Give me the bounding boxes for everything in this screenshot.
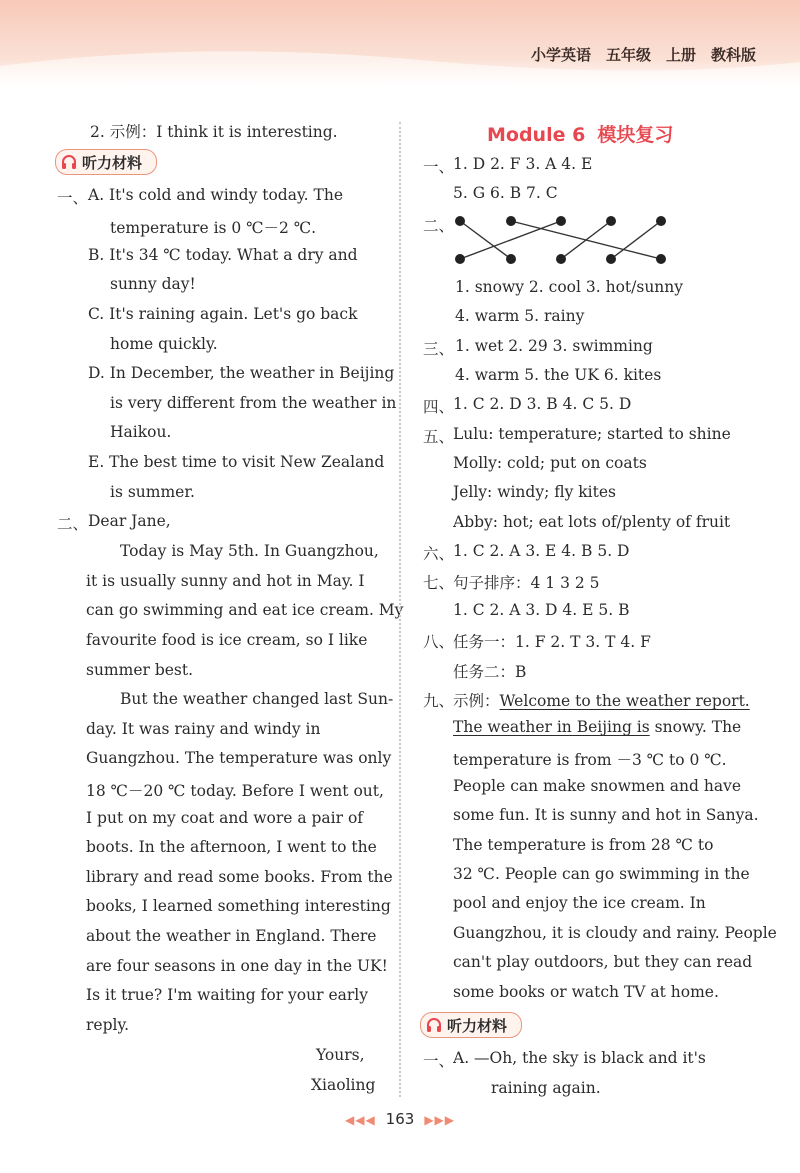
essay-line: some books or watch TV at home. — [453, 983, 719, 1001]
listening-badge-label: 听力材料 — [447, 1016, 508, 1035]
text-line: Today is May 5th. In Guangzhou, — [120, 542, 379, 560]
page-footer — [0, 1109, 800, 1128]
section-label: 二、 — [423, 217, 455, 235]
text-line: sunny day! — [110, 275, 196, 293]
section-label: 一、 — [57, 189, 89, 207]
matching-diagram — [448, 211, 678, 269]
answer-line: 2. 示例：I think it is interesting. — [90, 123, 338, 141]
text-line: favourite food is ice cream, so I like — [86, 631, 368, 649]
essay-line: some fun. It is sunny and hot in Sanya. — [453, 806, 759, 824]
letter-greeting: Dear Jane, — [88, 512, 171, 530]
section-label: 八、 — [423, 633, 455, 651]
letter-sign-off: Yours, — [316, 1046, 365, 1064]
text-line: library and read some books. From the — [86, 868, 393, 886]
essay-line: can't play outdoors, but they can read — [453, 953, 753, 971]
text-line: But the weather changed last Sun- — [120, 690, 394, 708]
text-line: E. The best time to visit New Zealand — [88, 453, 385, 471]
section-label: 七、 — [423, 574, 455, 592]
essay-prefix: 示例： — [453, 692, 500, 710]
essay-line: temperature is from －3 ℃ to 0 ℃. — [453, 751, 727, 769]
answer-line: Jelly: windy; fly kites — [453, 483, 616, 501]
text-line: is very different from the weather in — [110, 394, 397, 412]
underlined-text: Welcome to the weather report. — [499, 692, 750, 710]
underlined-text: The weather in Beijing is — [453, 718, 650, 736]
headphones-icon — [60, 153, 78, 171]
column-divider — [399, 122, 401, 1097]
listening-badge — [55, 149, 157, 175]
section-label: 六、 — [423, 545, 455, 563]
headphones-icon — [425, 1016, 443, 1034]
text-line: reply. — [86, 1016, 130, 1034]
answer-line: 任务二：B — [453, 663, 527, 681]
text-line: are four seasons in one day in the UK! — [86, 957, 388, 975]
text-line: Is it true? I'm waiting for your early — [86, 986, 368, 1004]
listening-badge — [420, 1012, 522, 1038]
text-line: is summer. — [110, 483, 195, 501]
listening-badge-label: 听力材料 — [82, 153, 143, 172]
essay-line — [453, 689, 750, 711]
section-label: 一、 — [423, 158, 455, 176]
answer-line: Molly: cold; put on coats — [453, 454, 647, 472]
essay-line — [453, 718, 741, 736]
answer-line: 1. C 2. A 3. E 4. B 5. D — [453, 542, 630, 560]
answer-line: 4. warm 5. rainy — [455, 307, 585, 325]
text-line: raining again. — [491, 1079, 601, 1097]
essay-line: Guangzhou, it is cloudy and rainy. People — [453, 924, 777, 942]
text-line: Haikou. — [110, 423, 172, 441]
text-line: boots. In the afternoon, I went to the — [86, 838, 377, 856]
text-line: home quickly. — [110, 335, 218, 353]
answer-line: Abby: hot; eat lots of/plenty of fruit — [453, 513, 731, 531]
text-line: about the weather in England. There — [86, 927, 377, 945]
text-line: summer best. — [86, 661, 194, 679]
left-arrows-icon: ◀◀◀ — [344, 1113, 376, 1127]
text-line: B. It's 34 ℃ today. What a dry and — [88, 246, 358, 264]
section-label: 一、 — [423, 1052, 455, 1070]
text-line: A. It's cold and windy today. The — [88, 186, 344, 204]
header-wave — [0, 0, 800, 86]
text-line: C. It's raining again. Let's go back — [88, 305, 358, 323]
module-title — [487, 120, 685, 147]
answer-line: 1. snowy 2. cool 3. hot/sunny — [455, 278, 684, 296]
module-subtitle: 模块复习 — [597, 124, 674, 146]
section-label: 九、 — [423, 692, 455, 710]
text-line: books, I learned something interesting — [86, 897, 391, 915]
essay-line: 32 ℃. People can go swimming in the — [453, 865, 750, 883]
answer-line: 句子排序：4 1 3 2 5 — [453, 574, 600, 592]
right-arrows-icon: ▶▶▶ — [424, 1113, 455, 1127]
header-title: 小学英语 五年级 上册 教科版 — [530, 46, 756, 64]
answer-line: 4. warm 5. the UK 6. kites — [455, 366, 662, 384]
module-number: Module 6 — [487, 124, 586, 146]
answer-line: 任务一：1. F 2. T 3. T 4. F — [453, 633, 651, 651]
letter-signature: Xiaoling — [311, 1076, 376, 1094]
answer-line: 1. C 2. A 3. D 4. E 5. B — [453, 601, 630, 619]
answer-line: 1. C 2. D 3. B 4. C 5. D — [453, 395, 632, 413]
answer-line: 1. wet 2. 29 3. swimming — [455, 337, 653, 355]
text-line: temperature is 0 ℃－2 ℃. — [110, 219, 317, 237]
page-number: 163 — [385, 1110, 415, 1128]
section-label: 四、 — [423, 398, 455, 416]
section-label: 三、 — [423, 340, 455, 358]
text-line: Guangzhou. The temperature was only — [86, 749, 392, 767]
answer-line: 5. G 6. B 7. C — [453, 184, 558, 202]
text-line: day. It was rainy and windy in — [86, 720, 321, 738]
text-line: A. —Oh, the sky is black and it's — [453, 1049, 706, 1067]
essay-line: pool and enjoy the ice cream. In — [453, 894, 706, 912]
text-line: I put on my coat and wore a pair of — [86, 809, 364, 827]
text-line: 18 ℃－20 ℃ today. Before I went out, — [86, 782, 384, 800]
answer-line: 1. D 2. F 3. A 4. E — [453, 155, 593, 173]
text-line: can go swimming and eat ice cream. My — [86, 601, 404, 619]
essay-line: The temperature is from 28 ℃ to — [453, 836, 714, 854]
section-label: 二、 — [57, 515, 89, 533]
text-line: D. In December, the weather in Beijing — [88, 364, 395, 382]
answer-line: Lulu: temperature; started to shine — [453, 425, 731, 443]
header-band — [0, 0, 800, 86]
essay-text: snowy. The — [649, 718, 742, 736]
essay-line: People can make snowmen and have — [453, 777, 742, 795]
text-line: it is usually sunny and hot in May. I — [86, 572, 365, 590]
section-label: 五、 — [423, 428, 455, 446]
